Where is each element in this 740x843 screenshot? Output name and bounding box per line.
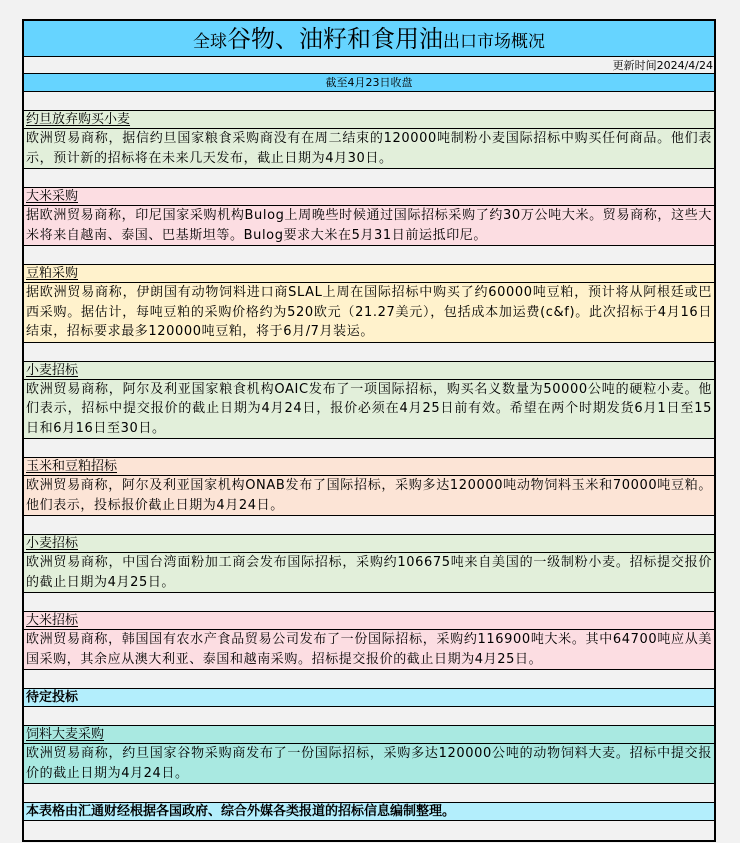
update-time: 更新时间2024/4/24: [24, 57, 714, 74]
section-heading: 约旦放弃购买小麦: [24, 111, 714, 129]
section-heading: 大米采购: [24, 188, 714, 206]
title-part-1: 全球: [193, 32, 227, 52]
market-overview-sheet: [22, 19, 716, 842]
section-heading: 小麦招标: [24, 362, 714, 380]
blank-row: [24, 593, 714, 612]
blank-row: [24, 670, 714, 689]
blank-row: [24, 784, 714, 803]
section-body: 欧洲贸易商称，韩国国有农水产食品贸易公司发布了一份国际招标，采购约116900吨大米。其中64700吨应从美国采购，其余应从澳大利亚、泰国和越南采购。招标提交报价的截止日期为4月25日。: [24, 630, 714, 670]
blank-row: [24, 246, 714, 265]
blank-row: [24, 821, 714, 840]
section-heading: 玉米和豆粕招标: [24, 458, 714, 476]
section-body: 欧洲贸易商称，据信约旦国家粮食采购商没有在周二结束的120000吨制粉小麦国际招标中购买任何商品。他们表示，预计新的招标将在未来几天发布，截止日期为4月30日。: [24, 129, 714, 169]
title-part-2: 谷物、油籽和食用油: [227, 25, 443, 53]
section-heading: 大米招标: [24, 612, 714, 630]
blank-row: [24, 707, 714, 726]
section-heading: 小麦招标: [24, 535, 714, 553]
section-heading: 饲料大麦采购: [24, 726, 714, 744]
section-body: 欧洲贸易商称，阿尔及利亚国家机构ONAB发布了国际招标，采购多达120000吨动物饲料玉米和70000吨豆粕。他们表示，投标报价截止日期为4月24日。: [24, 476, 714, 516]
blank-row: [24, 169, 714, 188]
section-body: 欧洲贸易商称，阿尔及利亚国家粮食机构OAIC发布了一项国际招标，购买名义数量为50000公吨的硬粒小麦。他们表示，招标中提交报价的截止日期为4月24日，报价必须在4月25日前有效。希望在两个时期发货6月1日至15日和6月16日至30日。: [24, 380, 714, 440]
section-body: 欧洲贸易商称，中国台湾面粉加工商会发布国际招标，采购约106675吨来自美国的一级制粉小麦。招标提交报价的截止日期为4月25日。: [24, 553, 714, 593]
section-body: 据欧洲贸易商称，印尼国家采购机构Bulog上周晚些时候通过国际招标采购了约30万公吨大米。贸易商称，这些大米将来自越南、泰国、巴基斯坦等。Bulog要求大米在5月31日前运抵印尼。: [24, 206, 714, 246]
blank-row: [24, 343, 714, 362]
blank-row: [24, 92, 714, 111]
section-heading: 豆粕采购: [24, 265, 714, 283]
blank-row: [24, 516, 714, 535]
footer-note: 本表格由汇通财经根据各国政府、综合外媒各类报道的招标信息编制整理。: [24, 803, 714, 821]
cutoff-label: 截至4月23日收盘: [24, 74, 714, 92]
section-body: 据欧洲贸易商称，伊朗国有动物饲料进口商SLAL上周在国际招标中购买了约60000吨豆粕，预计将从阿根廷或巴西采购。据估计，每吨豆粕的采购价格约为520欧元（21.27美元），包括成本加运费(c&f)。此次招标于4月16日结束，招标要求最多120000吨豆粕，将于6月/7月装运。: [24, 283, 714, 343]
blank-row: [24, 439, 714, 458]
section-body: 欧洲贸易商称，约旦国家谷物采购商发布了一份国际招标，采购多达120000公吨的动物饲料大麦。招标中提交报价的截止日期为4月24日。: [24, 744, 714, 784]
pending-tenders-heading: 待定投标: [24, 689, 714, 707]
title-part-3: 出口市场概况: [443, 32, 545, 52]
title-row: [24, 21, 714, 57]
